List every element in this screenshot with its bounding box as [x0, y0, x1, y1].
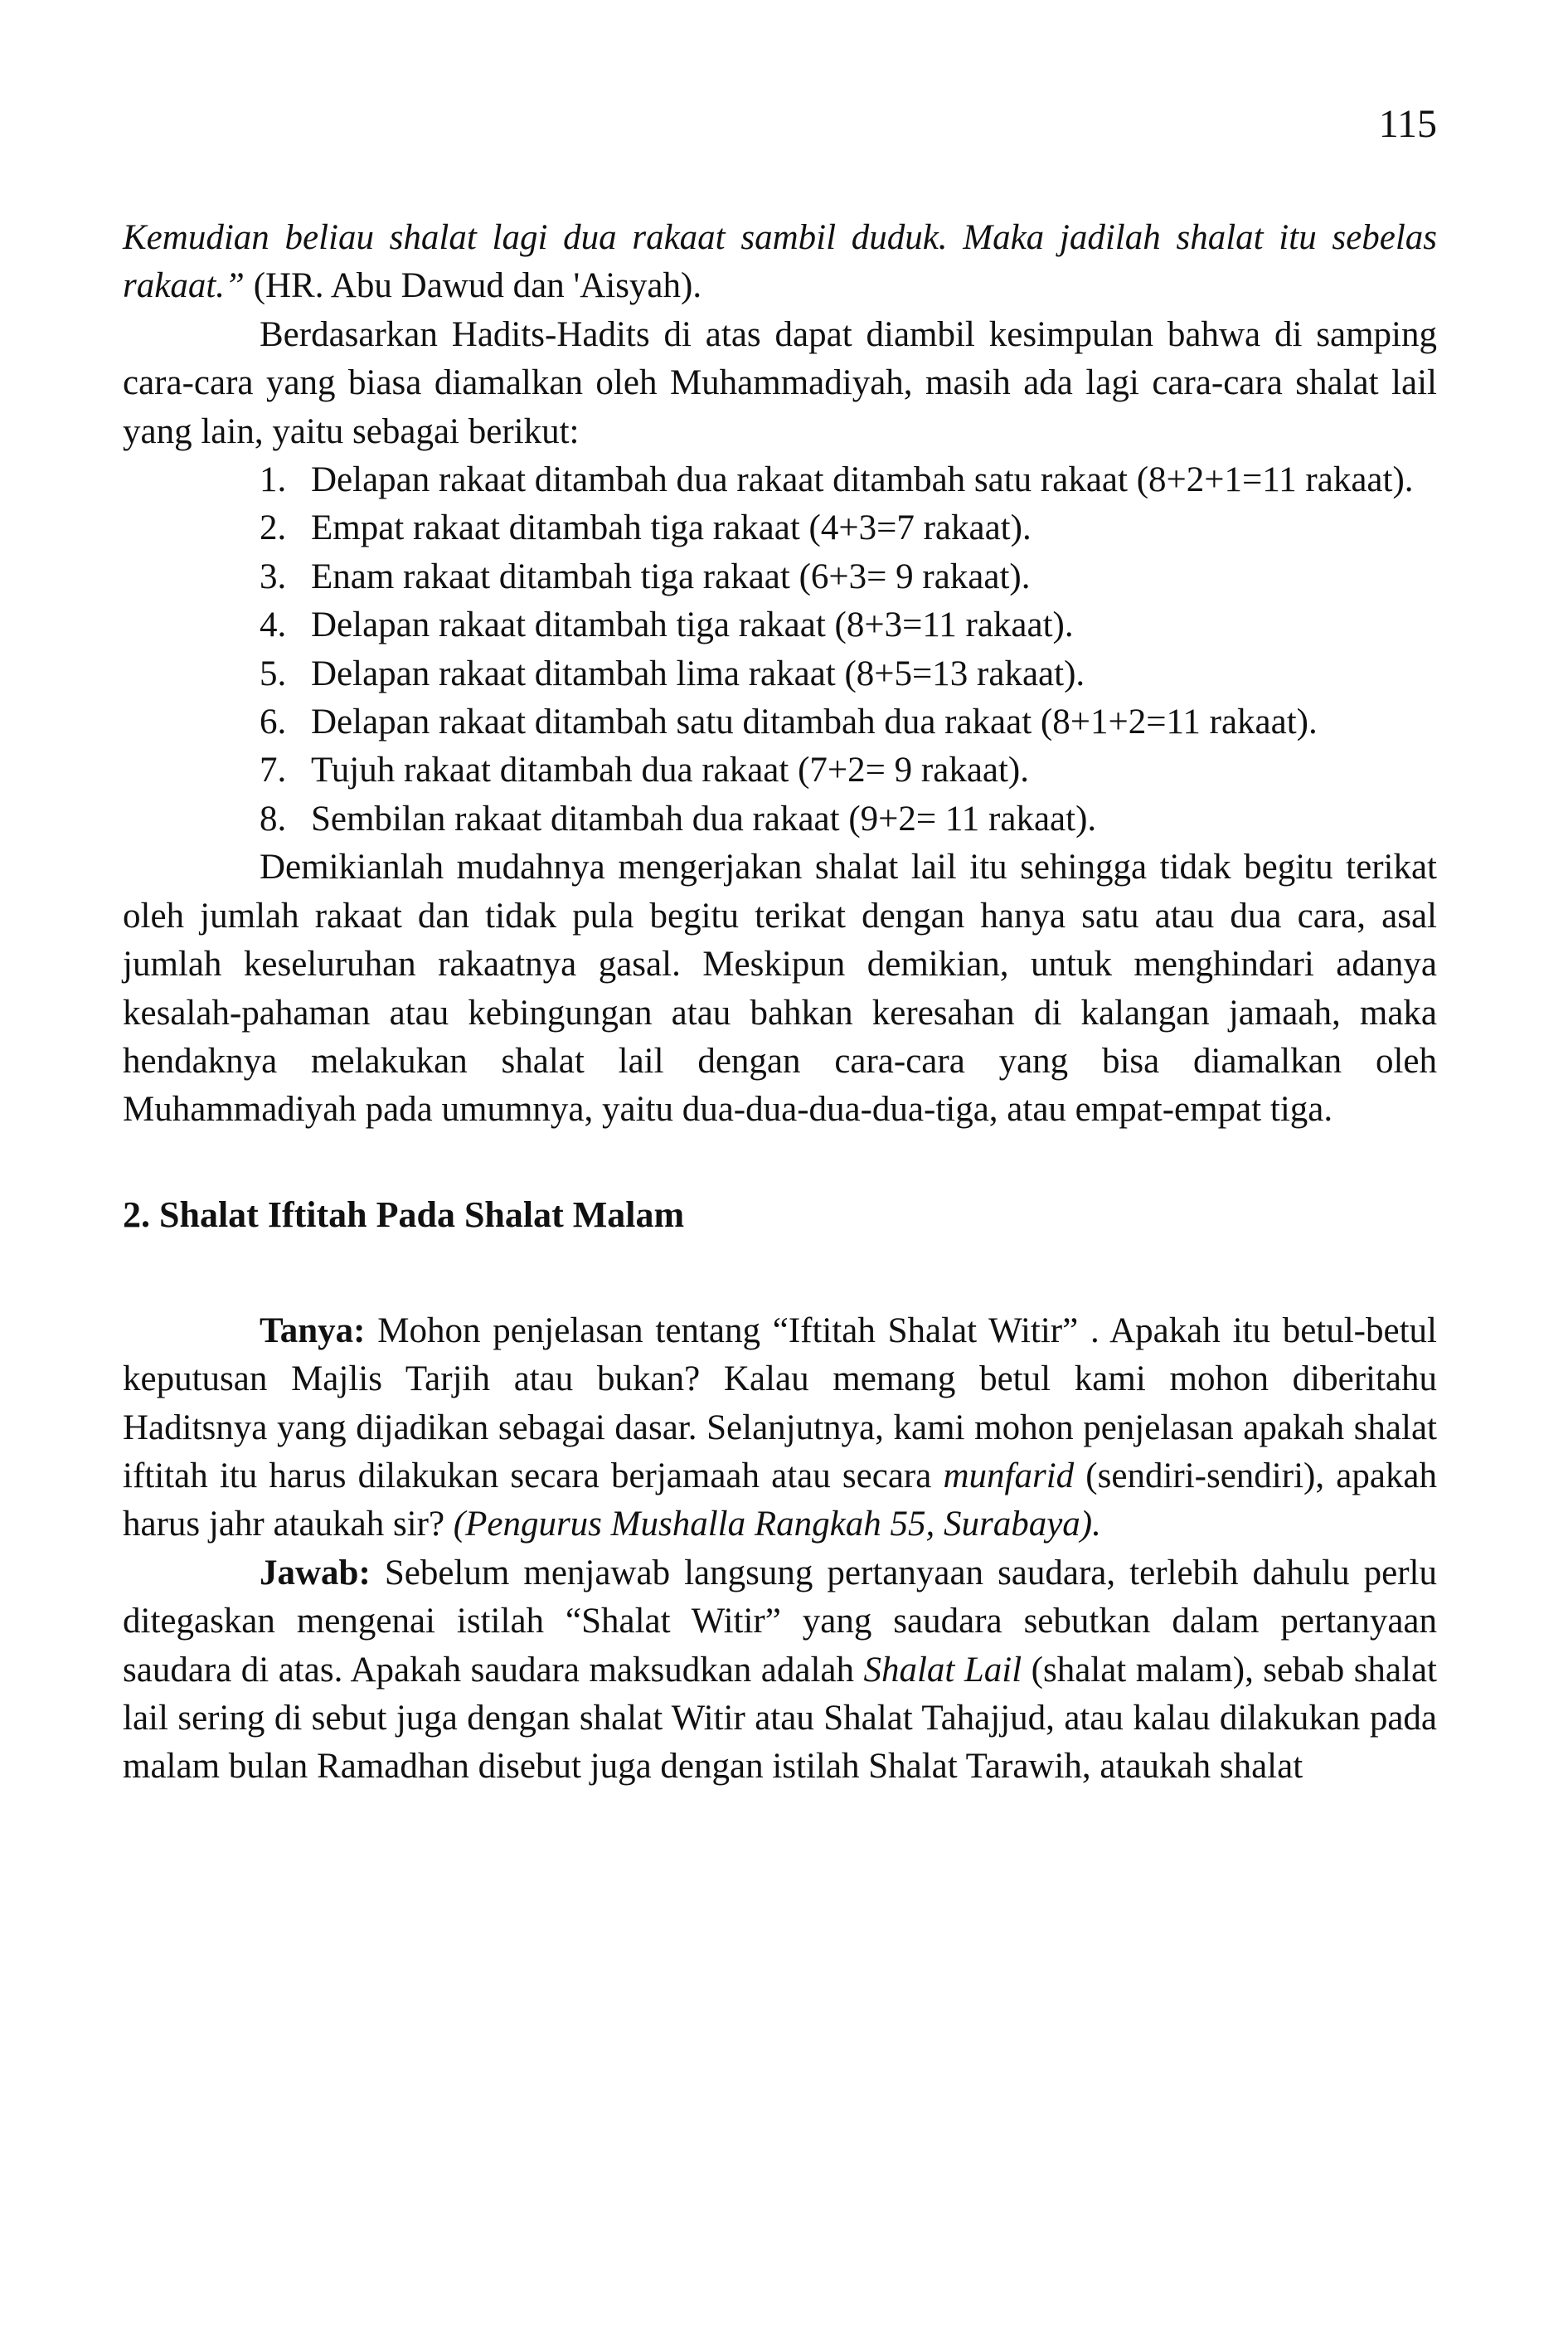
section-heading: 2. Shalat Iftitah Pada Shalat Malam	[123, 1194, 685, 1235]
list-item-number: 3.	[260, 557, 287, 596]
list-item	[123, 698, 1437, 746]
question-text-1: Mohon penjelasan tentang “Iftitah Shalat Witir” . Apakah itu betul-betul keputusan Majlis Tarjih atau bukan? Kalau memang betul kami mohon diberitahu Haditsnya yang dijadikan sebagai dasar. Selanjutnya, kami mohon penjelasan apakah shalat iftitah itu harus dilakukan secara berjamaah atau secara	[123, 1310, 1437, 1495]
list-item-number: 8.	[260, 799, 287, 839]
quote-italic-text: Kemudian beliau shalat lagi dua rakaat sambil duduk. Maka jadilah shalat itu sebelas rakaat.”	[123, 218, 1437, 306]
book-page	[123, 0, 1437, 2329]
rakaat-list	[123, 456, 1437, 844]
list-item-text: Delapan rakaat ditambah lima rakaat (8+5=13 rakaat).	[311, 654, 1085, 693]
list-item	[123, 795, 1437, 844]
answer-italic-term: Shalat Lail	[863, 1650, 1022, 1690]
question-source: (Pengurus Mushalla Rangkah 55, Surabaya).	[453, 1505, 1101, 1544]
list-item-text: Delapan rakaat ditambah tiga rakaat (8+3=11 rakaat).	[311, 605, 1074, 645]
answer-text-1: Sebelum menjawab langsung pertanyaan saudara, terlebih dahulu perlu ditegaskan mengenai istilah “Shalat Witir” yang saudara sebutkan dalam pertanyaan saudara di atas. Apakah saudara maksudkan adalah	[123, 1553, 1437, 1690]
list-item	[123, 650, 1437, 698]
page-number: 115	[1378, 102, 1437, 146]
quote-paragraph	[123, 214, 1437, 311]
question-label: Tanya:	[260, 1310, 366, 1350]
list-item-number: 4.	[260, 605, 287, 645]
list-item	[123, 504, 1437, 552]
list-item-text: Enam rakaat ditambah tiga rakaat (6+3= 9 rakaat).	[311, 557, 1031, 596]
list-item-number: 5.	[260, 654, 287, 693]
list-item-number: 6.	[260, 703, 287, 742]
list-item-text: Delapan rakaat ditambah dua rakaat ditambah satu rakaat (8+2+1=11 rakaat).	[311, 460, 1414, 500]
conclusion-paragraph: Demikianlah mudahnya mengerjakan shalat lail itu sehingga tidak begitu terikat oleh jumlah rakaat dan tidak pula begitu terikat dengan hanya satu atau dua cara, asal jumlah keseluruhan rakaatnya gasal. Meskipun demikian, untuk menghindari adanya kesalah-pahaman atau kebingungan atau bahkan keresahan di kalangan jamaah, maka hendaknya melakukan shalat lail dengan cara-cara yang bisa diamalkan oleh Muhammadiyah pada umumnya, yaitu dua-dua-dua-dua-tiga, atau empat-empat tiga.	[123, 848, 1437, 1130]
list-item	[123, 553, 1437, 601]
question-text-2: (sendiri-sendiri), apakah harus jahr ataukah sir?	[123, 1456, 1437, 1544]
intro-paragraph: Berdasarkan Hadits-Hadits di atas dapat diambil kesimpulan bahwa di samping cara-cara yang biasa diamalkan oleh Muhammadiyah, masih ada lagi cara-cara shalat lail yang lain, yaitu sebagai berikut:	[123, 314, 1437, 451]
list-item-text: Delapan rakaat ditambah satu ditambah dua rakaat (8+1+2=11 rakaat).	[311, 703, 1318, 742]
list-item-text: Empat rakaat ditambah tiga rakaat (4+3=7 rakaat).	[311, 508, 1032, 548]
answer-paragraph	[123, 1549, 1437, 1792]
question-italic-term: munfarid	[943, 1456, 1075, 1495]
list-item	[123, 601, 1437, 649]
quote-source: (HR. Abu Dawud dan 'Aisyah).	[244, 266, 702, 306]
question-paragraph	[123, 1307, 1437, 1549]
answer-text-2: (shalat malam), sebab shalat lail sering di sebut juga dengan shalat Witir atau Shalat Tahajjud, atau kalau dilakukan pada malam bulan Ramadhan disebut juga dengan istilah Shalat Tarawih, ataukah shalat	[123, 1650, 1437, 1787]
list-item-number: 7.	[260, 751, 287, 790]
list-item-number: 2.	[260, 508, 287, 548]
list-item-text: Tujuh rakaat ditambah dua rakaat (7+2= 9 rakaat).	[311, 751, 1030, 790]
page-body	[123, 214, 1437, 1792]
answer-label: Jawab:	[260, 1553, 371, 1592]
list-item	[123, 746, 1437, 795]
list-item-number: 1.	[260, 460, 287, 500]
list-item-text: Sembilan rakaat ditambah dua rakaat (9+2= 11 rakaat).	[311, 799, 1097, 839]
list-item	[123, 456, 1437, 504]
